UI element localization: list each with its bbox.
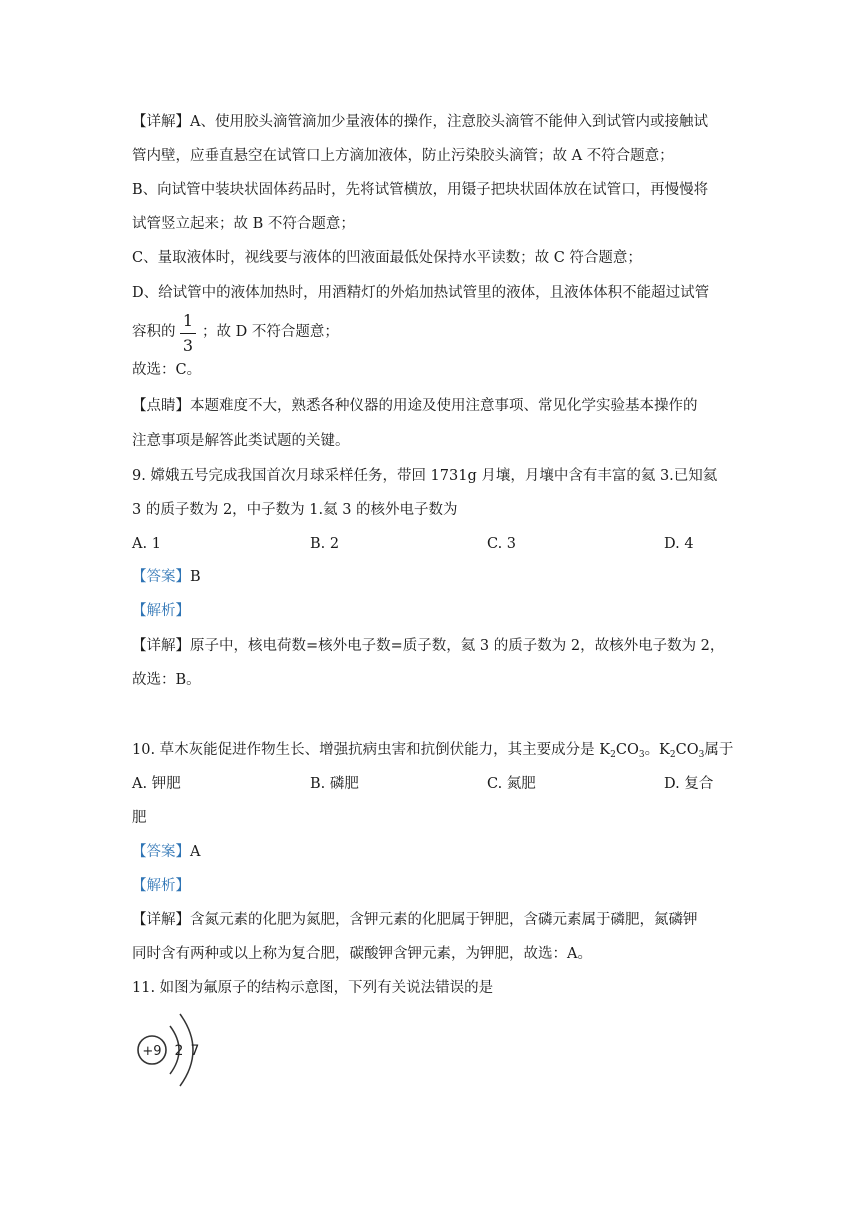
q8-detail-line-4: 试管竖立起来；故 B 不符合题意； [132, 216, 355, 232]
q9-answer [132, 567, 201, 587]
q8-comment-line-1 [132, 396, 698, 416]
fluorine-atom-diagram [130, 1010, 210, 1090]
fraction-bar [180, 333, 196, 334]
q10-answer [132, 842, 200, 862]
q8-detail-line-6: D、给试管中的液体加热时，用酒精灯的外焰加热试管里的液体，且液体体积不能超过试管 [132, 285, 710, 301]
q10-option-wrap: 肥 [132, 810, 147, 826]
q9-option-d: D. 4 [664, 536, 694, 552]
q10-answer-tag: 【答案】 [132, 844, 190, 860]
q10-sub-1: 2 [610, 750, 616, 760]
q8-detail-line-5: C、量取液体时，视线要与液体的凹液面最低处保持水平读数；故 C 符合题意； [132, 250, 642, 266]
q8-detail-line-3: B、向试管中装块状固体药品时，先将试管横放，用镊子把块状固体放在试管口，再慢慢将 [132, 182, 709, 198]
q9-answer-value: B [190, 569, 201, 585]
q8-detail-line-7-prefix: 容积的 [132, 324, 176, 340]
fraction-numerator: 1 [182, 311, 194, 330]
q8-detail-text-1: A、使用胶头滴管滴加少量液体的操作，注意胶头滴管不能伸入到试管内或接触试 [190, 114, 708, 130]
q10-detail-tag: 【详解】 [132, 912, 190, 928]
q10-stem-suffix: 属于 [704, 742, 734, 758]
q10-stem [132, 740, 733, 760]
q10-option-d: D. 复合 [664, 776, 714, 792]
q10-answer-value: A [190, 844, 201, 860]
q10-detail-text-1: 含氮元素的化肥为氮肥，含钾元素的化肥属于钾肥，含磷元素属于磷肥，氮磷钾 [190, 912, 698, 928]
q8-detail-line-1 [132, 112, 708, 132]
q10-detail-line-2: 同时含有两种或以上称为复合肥，碳酸钾含钾元素，为钾肥，故选：A。 [132, 946, 592, 962]
q9-detail-tag: 【详解】 [132, 638, 190, 654]
q11-stem: 11. 如图为氟原子的结构示意图，下列有关说法错误的是 [132, 980, 494, 996]
q8-detail-tag: 【详解】 [132, 114, 190, 130]
q10-sub-3: 2 [669, 750, 676, 760]
q9-option-c: C. 3 [487, 536, 517, 552]
nucleus-charge: +9 [142, 1044, 162, 1059]
q8-detail-line-7-suffix: ；故 D 不符合题意； [202, 324, 339, 340]
shell-1-electrons: 2 [174, 1043, 184, 1059]
fraction-denominator: 3 [182, 336, 194, 355]
q10-mid-2: 。K [644, 742, 670, 758]
q8-comment-line-2: 注意事项是解答此类试题的关键。 [132, 433, 350, 449]
q10-option-a: A. 钾肥 [132, 776, 181, 792]
q10-mid-3: CO [675, 742, 699, 758]
q9-option-a: A. 1 [132, 536, 161, 552]
q9-stem-line-2: 3 的质子数为 2，中子数为 1.氦 3 的核外电子数为 [132, 502, 458, 518]
q9-option-b: B. 2 [310, 536, 340, 552]
fraction-one-third [180, 312, 196, 355]
q10-sub-2: 3 [638, 750, 645, 760]
q8-detail-line-2: 管内壁，应垂直悬空在试管口上方滴加液体，防止污染胶头滴管；故 A 不符合题意； [132, 148, 674, 164]
q10-mid-1: CO [615, 742, 639, 758]
q10-sub-4: 3 [698, 750, 705, 760]
shell-2-electrons: 7 [190, 1043, 200, 1059]
q9-detail-text-1: 原子中，核电荷数=核外电子数=质子数，氦 3 的质子数为 2，故核外电子数为 2， [190, 638, 725, 654]
q9-stem-line-1: 9. 嫦娥五号完成我国首次月球采样任务，带回 1731g 月壤，月壤中含有丰富的氦 3.已知氦 [132, 468, 718, 484]
q9-detail-line-2: 故选：B。 [132, 672, 201, 688]
q10-detail-line-1 [132, 910, 698, 930]
q8-comment-tag: 【点睛】 [132, 398, 190, 414]
q10-stem-prefix: 10. 草木灰能促进作物生长、增强抗病虫害和抗倒伏能力，其主要成分是 K [132, 742, 611, 758]
q9-detail-line-1 [132, 636, 724, 656]
q8-comment-text-1: 本题难度不大，熟悉各种仪器的用途及使用注意事项、常见化学实验基本操作的 [190, 398, 698, 414]
q9-answer-tag: 【答案】 [132, 569, 190, 585]
q10-analysis-tag: 【解析】 [132, 878, 190, 894]
q10-option-b: B. 磷肥 [310, 776, 359, 792]
q10-option-c: C. 氮肥 [487, 776, 536, 792]
q9-analysis-tag: 【解析】 [132, 603, 190, 619]
q8-choose: 故选：C。 [132, 362, 202, 378]
